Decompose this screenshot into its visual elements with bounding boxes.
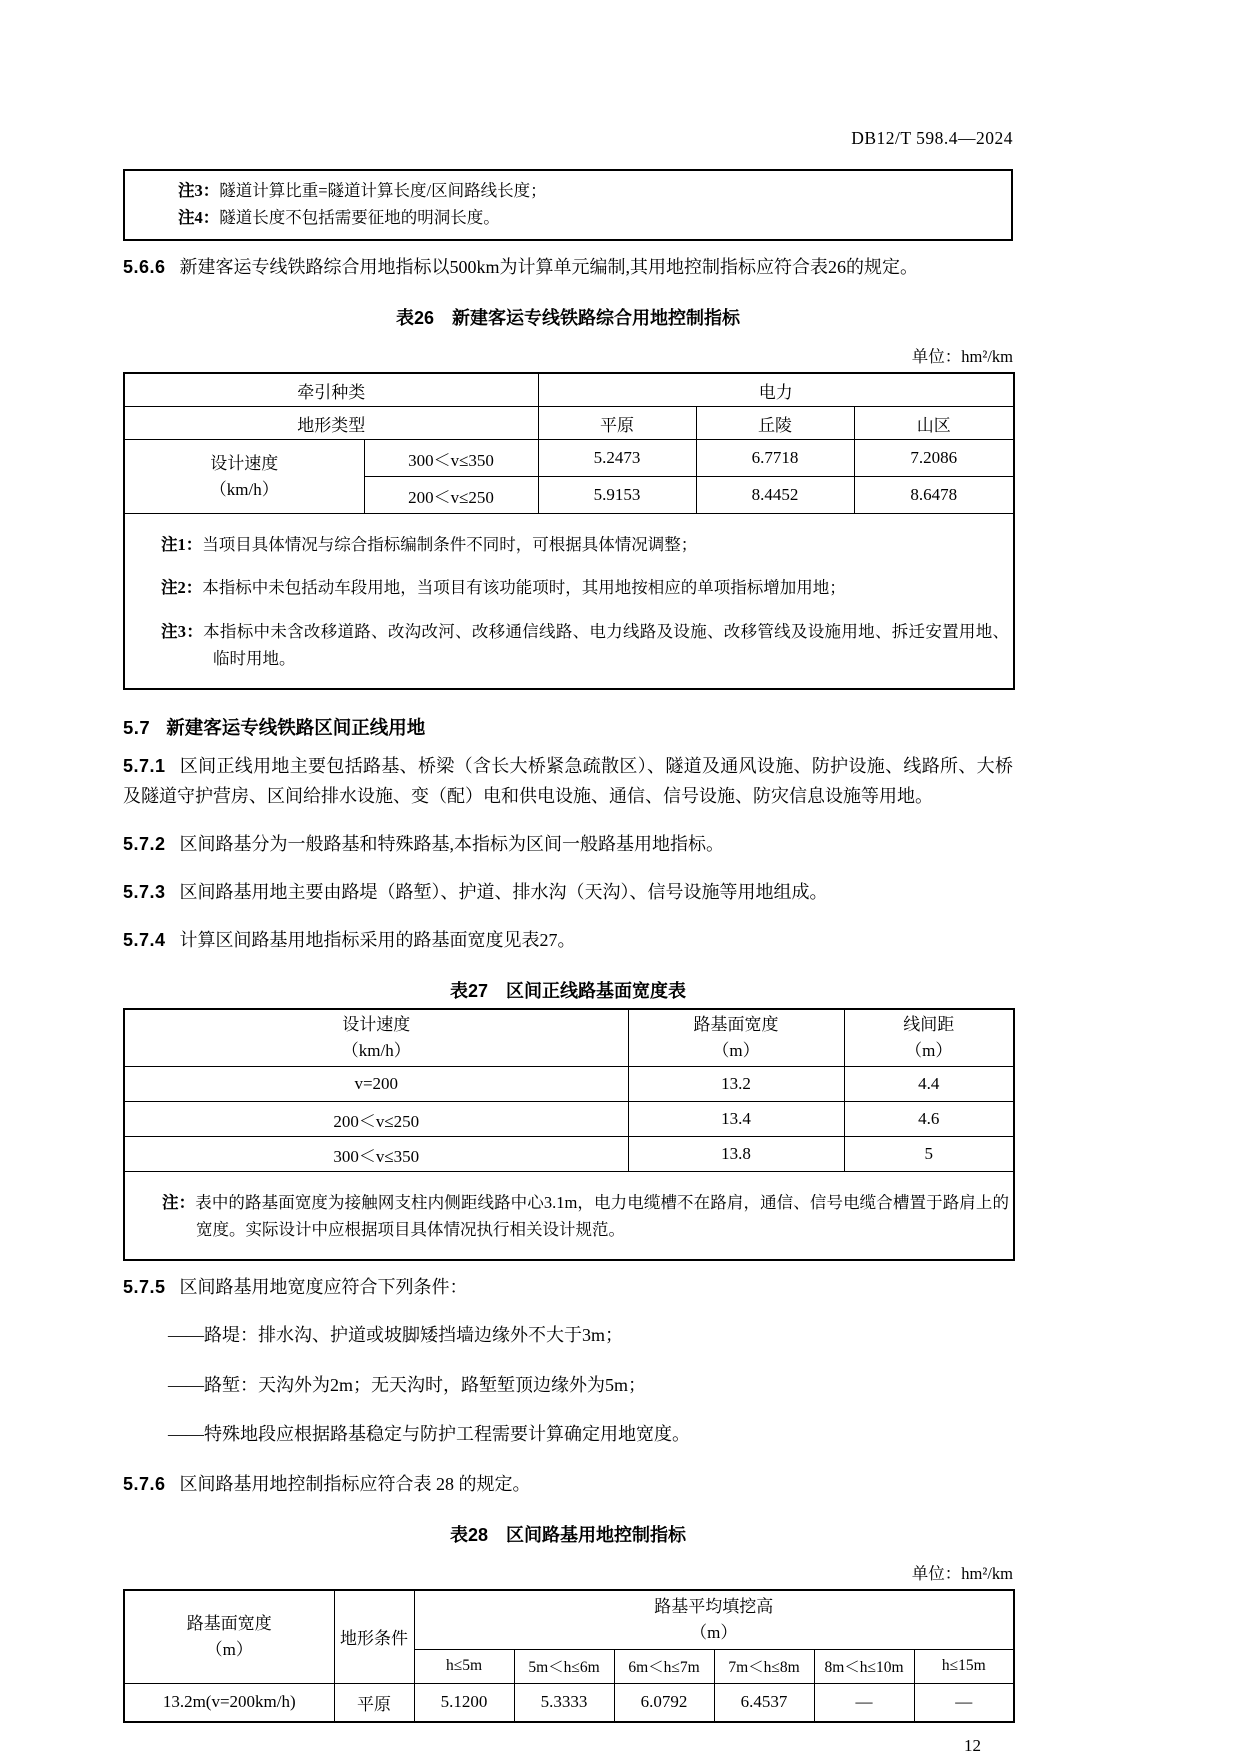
t27-cell: 13.4 — [628, 1102, 844, 1137]
t26-value: 8.4452 — [696, 477, 854, 514]
t27-data-row — [124, 1102, 1014, 1137]
t28-data-row — [124, 1683, 1014, 1722]
t27-cell: 4.4 — [844, 1067, 1014, 1102]
note-text: 当项目具体情况与综合指标编制条件不同时，可根据具体情况调整； — [202, 534, 698, 554]
header-line: （km/h） — [341, 1041, 411, 1060]
header-line: 线间距 — [903, 1015, 955, 1034]
header-line: 路基平均填挖高 — [654, 1596, 774, 1616]
t26-traction-label: 牵引种类 — [124, 373, 538, 407]
table28-title: 表28 区间路基用地控制指标 — [449, 1524, 687, 1545]
clause-text: 区间路基分为一般路基和特殊路基,本指标为区间一般路基用地指标。 — [179, 834, 725, 854]
page-content — [123, 0, 1013, 1755]
clause-text: 区间路基用地控制指标应符合表 28 的规定。 — [179, 1473, 531, 1494]
t26-header-row-1 — [124, 373, 1014, 407]
header-line: 路基面宽度 — [693, 1015, 779, 1034]
t28-header-row-1 — [124, 1590, 1014, 1650]
clause-5-7-1 — [123, 751, 1013, 811]
t26-terrain-hill: 丘陵 — [696, 407, 854, 440]
t26-notes-cell — [124, 514, 1014, 690]
t27-note — [129, 1189, 1009, 1243]
clause-5-7-5 — [123, 1272, 1013, 1302]
t28-subheader: 8m＜h≤10m — [814, 1649, 914, 1683]
t26-speed-label-line1: 设计速度 — [210, 453, 279, 473]
note-label: 注3： — [161, 621, 204, 641]
t27-cell: 13.2 — [628, 1067, 844, 1102]
clause-text: 新建客运专线铁路综合用地指标以500km为计算单元编制,其用地控制指标应符合表26的规定。 — [179, 257, 919, 277]
t28-cell: 5.1200 — [414, 1683, 514, 1722]
table-26 — [123, 372, 1015, 690]
table-27 — [123, 1008, 1015, 1261]
t26-value: 7.2086 — [854, 440, 1014, 477]
t26-note-1 — [129, 531, 1009, 558]
clause-number: 5.7.4 — [123, 930, 166, 950]
note-label: 注3： — [178, 181, 220, 200]
note-text: 隧道长度不包括需要征地的明洞长度。 — [219, 208, 500, 227]
clause-number: 5.7.2 — [123, 834, 166, 854]
note-text: 本指标中未含改移道路、改沟改河、改移通信线路、电力线路及设施、改移管线及设施用地、拆迁安置用地、临时用地。 — [203, 621, 1010, 668]
t26-value: 8.6478 — [854, 477, 1014, 514]
clause-text: 计算区间路基用地指标采用的路基面宽度见表27。 — [179, 930, 576, 950]
t26-header-row-2 — [124, 407, 1014, 440]
t27-data-row — [124, 1137, 1014, 1172]
header-line: 路基面宽度 — [186, 1613, 272, 1633]
t28-cell: — — [914, 1683, 1014, 1722]
note-label: 注1： — [161, 534, 203, 554]
t27-header-width — [628, 1009, 844, 1067]
t27-header-spacing — [844, 1009, 1014, 1067]
t28-subheader: 6m＜h≤7m — [614, 1649, 714, 1683]
carryover-note-3 — [125, 177, 1011, 204]
note-text: 隧道计算比重=隧道计算长度/区间路线长度； — [219, 181, 547, 200]
section-number: 5.7 — [123, 717, 151, 738]
t28-header-fill-height — [414, 1590, 1014, 1650]
condition-item-cutting: ——路堑：天沟外为2m；无天沟时，路堑堑顶边缘外为5m； — [168, 1374, 646, 1395]
clause-number: 5.7.6 — [123, 1473, 166, 1494]
t26-speed-range: 200＜v≤250 — [364, 477, 538, 514]
t27-cell: 5 — [844, 1137, 1014, 1172]
t26-terrain-mountain: 山区 — [854, 407, 1014, 440]
note-text: 本指标中未包括动车段用地，当项目有该功能项时，其用地按相应的单项指标增加用地； — [202, 578, 846, 597]
t26-value: 5.9153 — [538, 477, 696, 514]
header-line: （m） — [905, 1041, 953, 1060]
t26-value: 6.7718 — [696, 440, 854, 477]
clause-text: 区间路基用地宽度应符合下列条件： — [179, 1277, 468, 1297]
t27-cell: 4.6 — [844, 1102, 1014, 1137]
t28-cell: — — [814, 1683, 914, 1722]
table28-unit: 单位：hm²/km — [911, 1563, 1013, 1583]
t28-cell: 13.2m(v=200km/h) — [124, 1683, 334, 1722]
t26-data-row-1 — [124, 440, 1014, 477]
clause-number: 5.6.6 — [123, 257, 166, 277]
table27-title: 表27 区间正线路基面宽度表 — [449, 981, 687, 1001]
t27-header-speed — [124, 1009, 628, 1067]
table-28 — [123, 1589, 1015, 1723]
t28-subheader: h≤5m — [414, 1649, 514, 1683]
carryover-notes-box — [123, 169, 1013, 241]
header-line: （m） — [712, 1041, 760, 1060]
t28-subheader: 5m＜h≤6m — [514, 1649, 614, 1683]
clause-5-7-2 — [123, 829, 1013, 859]
clause-number: 5.7.1 — [123, 756, 166, 776]
clause-5-7-3 — [123, 877, 1013, 907]
t27-cell: 200＜v≤250 — [124, 1102, 628, 1137]
clause-number: 5.7.3 — [123, 882, 166, 902]
t27-notes-cell — [124, 1172, 1014, 1261]
t26-value: 5.2473 — [538, 440, 696, 477]
t27-header-row — [124, 1009, 1014, 1067]
t27-data-row — [124, 1067, 1014, 1102]
doc-code-header: DB12/T 598.4—2024 — [851, 128, 1013, 148]
t28-cell: 6.0792 — [614, 1683, 714, 1722]
condition-item-embankment: ——路堤：排水沟、护道或坡脚矮挡墙边缘外不大于3m； — [168, 1325, 623, 1345]
page-number: 12 — [964, 1735, 981, 1755]
t26-terrain-label: 地形类型 — [124, 407, 538, 440]
note-label: 注2： — [161, 578, 203, 597]
clause-text: 区间路基用地主要由路堤（路堑）、护道、排水沟（天沟）、信号设施等用地组成。 — [179, 882, 828, 902]
t27-cell: v=200 — [124, 1067, 628, 1102]
t26-speed-label-line2: （km/h） — [209, 479, 279, 499]
section-5-7-heading — [123, 714, 1013, 740]
clause-5-7-4 — [123, 925, 1013, 955]
t28-cell: 5.3333 — [514, 1683, 614, 1722]
t26-speed-range: 300＜v≤350 — [364, 440, 538, 477]
clause-number: 5.7.5 — [123, 1277, 166, 1297]
t27-cell: 300＜v≤350 — [124, 1137, 628, 1172]
t28-cell: 6.4537 — [714, 1683, 814, 1722]
note-text: 表中的路基面宽度为接触网支柱内侧距线路中心3.1m，电力电缆槽不在路肩，通信、信号电缆合槽置于路肩上的宽度。实际设计中应根据项目具体情况执行相关设计规范。 — [195, 1192, 1010, 1239]
header-line: （m） — [205, 1639, 253, 1659]
header-line: 设计速度 — [342, 1015, 411, 1034]
header-line: （m） — [690, 1622, 738, 1642]
t26-speed-label — [124, 440, 364, 514]
section-title: 新建客运专线铁路区间正线用地 — [166, 717, 426, 738]
t26-note-3 — [129, 618, 1009, 672]
t26-terrain-plain: 平原 — [538, 407, 696, 440]
t28-header-terrain: 地形条件 — [334, 1590, 414, 1684]
t27-cell: 13.8 — [628, 1137, 844, 1172]
t28-cell: 平原 — [334, 1683, 414, 1722]
t27-notes-row — [124, 1172, 1014, 1261]
t26-notes-row — [124, 514, 1014, 690]
table26-unit: 单位：hm²/km — [911, 347, 1013, 366]
t26-traction-value: 电力 — [538, 373, 1014, 407]
table26-title: 表26 新建客运专线铁路综合用地控制指标 — [395, 308, 741, 328]
carryover-note-4 — [125, 204, 1011, 231]
condition-item-special: ——特殊地段应根据路基稳定与防护工程需要计算确定用地宽度。 — [168, 1424, 690, 1444]
t26-note-2 — [129, 574, 1009, 601]
t28-subheader: 7m＜h≤8m — [714, 1649, 814, 1683]
clause-5-7-6 — [123, 1469, 1013, 1499]
t28-subheader: h≤15m — [914, 1649, 1014, 1683]
note-label: 注： — [162, 1192, 196, 1212]
clause-text: 区间正线用地主要包括路基、桥梁（含长大桥紧急疏散区）、隧道及通风设施、防护设施、线路所、大桥及隧道守护营房、区间给排水设施、变（配）电和供电设施、通信、信号设施、防灾信息设施等用地。 — [123, 756, 1013, 806]
clause-5-6-6 — [123, 252, 1013, 282]
note-label: 注4： — [178, 208, 220, 227]
t28-header-width — [124, 1590, 334, 1684]
